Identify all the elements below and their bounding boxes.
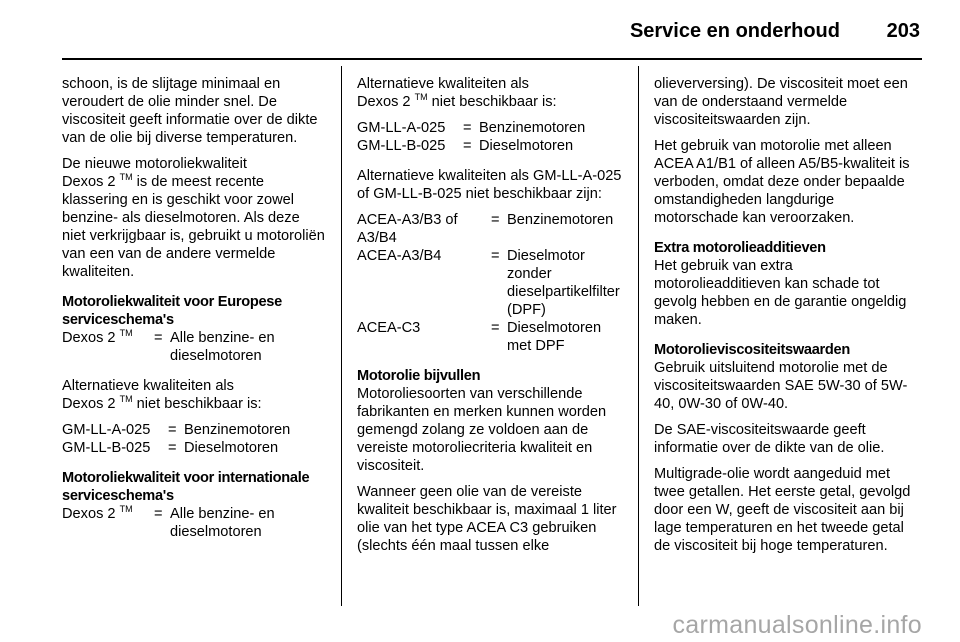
paragraph: De nieuwe motoroliekwaliteit Dexos 2 ™ is de meest recente klassering en is geschikt voor zowel benzine- als dieselmotoren. Als deze niet verkrijgbaar is, gebruikt u motoroliën van een van de andere vermelde kwaliteiten.	[62, 156, 325, 280]
paragraph: De SAE-viscositeitswaarde geeft informatie over de dikte van de olie.	[654, 422, 885, 456]
paragraph: Alternatieve kwaliteiten als GM-LL-A-025 of GM-LL-B-025 niet beschikbaar zijn:	[357, 168, 622, 202]
column-divider-2	[638, 66, 639, 606]
paragraph: Alternatieve kwaliteiten als Dexos 2 ™ niet beschikbaar is:	[357, 76, 557, 110]
paragraph: Wanneer geen olie van de vereiste kwaliteit beschikbaar is, maximaal 1 liter olie van het type ACEA C3 gebruiken (slechts één maal tussen elke	[357, 484, 617, 554]
column-divider-1	[341, 66, 342, 606]
spec-row: ACEA-A3/B4 = Dieselmotor zonder dieselpartikelfilter (DPF)	[357, 248, 620, 318]
paragraph: Alternatieve kwaliteiten als Dexos 2 ™ niet beschikbaar is:	[62, 378, 262, 412]
spec-row: ACEA-C3 = Dieselmotoren met DPF	[357, 320, 602, 354]
subheading: Motorolieviscositeitswaarden	[654, 342, 850, 358]
paragraph: Multigrade-olie wordt aangeduid met twee getallen. Het eerste getal, gevolgd door een W, geeft de viscositeit aan bij lage temperaturen en het tweede getal de viscositeit bij hoge temperaturen.	[654, 466, 911, 554]
paragraph: Gebruik uitsluitend motorolie met de viscositeitswaarden SAE 5W-30 of 5W-40, 0W-30 of 0W-40.	[654, 360, 908, 412]
column-2	[357, 75, 623, 563]
subheading: Motoroliekwaliteit voor Europese serviceschema's	[62, 294, 282, 328]
subheading: Motoroliekwaliteit voor internationale serviceschema's	[62, 470, 310, 504]
subheading: Extra motorolieadditieven	[654, 240, 826, 256]
header-divider	[62, 58, 922, 60]
column-3	[654, 75, 922, 563]
paragraph: Het gebruik van motorolie met alleen ACEA A1/B1 of alleen A5/B5-kwaliteit is verboden, omdat deze onder bepaalde omstandigheden langdurige motorschade kan veroorzaken.	[654, 138, 910, 226]
spec-row: Dexos 2 ™ = Alle benzine- en dieselmotoren	[62, 504, 275, 540]
paragraph: olieverversing). De viscositeit moet een van de onderstaand vermelde viscositeitswaarden zijn.	[654, 76, 908, 128]
page-header	[0, 0, 960, 62]
paragraph: schoon, is de slijtage minimaal en veroudert de olie minder snel. De viscositeit geeft informatie over de dikte van de olie bij diverse temperaturen.	[62, 76, 318, 146]
spec-row: GM-LL-A-025 = Benzinemotoren	[357, 120, 586, 136]
section-title: Service en onderhoud	[629, 20, 840, 42]
spec-row: GM-LL-B-025 = Dieselmotoren	[357, 138, 574, 154]
page-number: 203	[886, 20, 920, 42]
paragraph: Het gebruik van extra motorolieadditieven kan schade tot gevolg hebben en de garantie ongeldig maken.	[654, 258, 907, 328]
paragraph: Motoroliesoorten van verschillende fabrikanten en merken kunnen worden gemengd zolang ze voldoen aan de vereiste motoroliecriteria kwaliteit en viscositeit.	[357, 386, 607, 474]
watermark: carmanualsonline.info	[672, 611, 922, 639]
spec-row: ACEA-A3/B3 of A3/B4 = Benzinemotoren	[357, 212, 614, 246]
spec-row: Dexos 2 ™ = Alle benzine- en dieselmotoren	[62, 328, 275, 364]
subheading: Motorolie bijvullen	[357, 368, 481, 384]
column-1	[62, 75, 326, 541]
spec-row: GM-LL-A-025 = Benzinemotoren	[62, 422, 291, 438]
spec-row: GM-LL-B-025 = Dieselmotoren	[62, 440, 279, 456]
